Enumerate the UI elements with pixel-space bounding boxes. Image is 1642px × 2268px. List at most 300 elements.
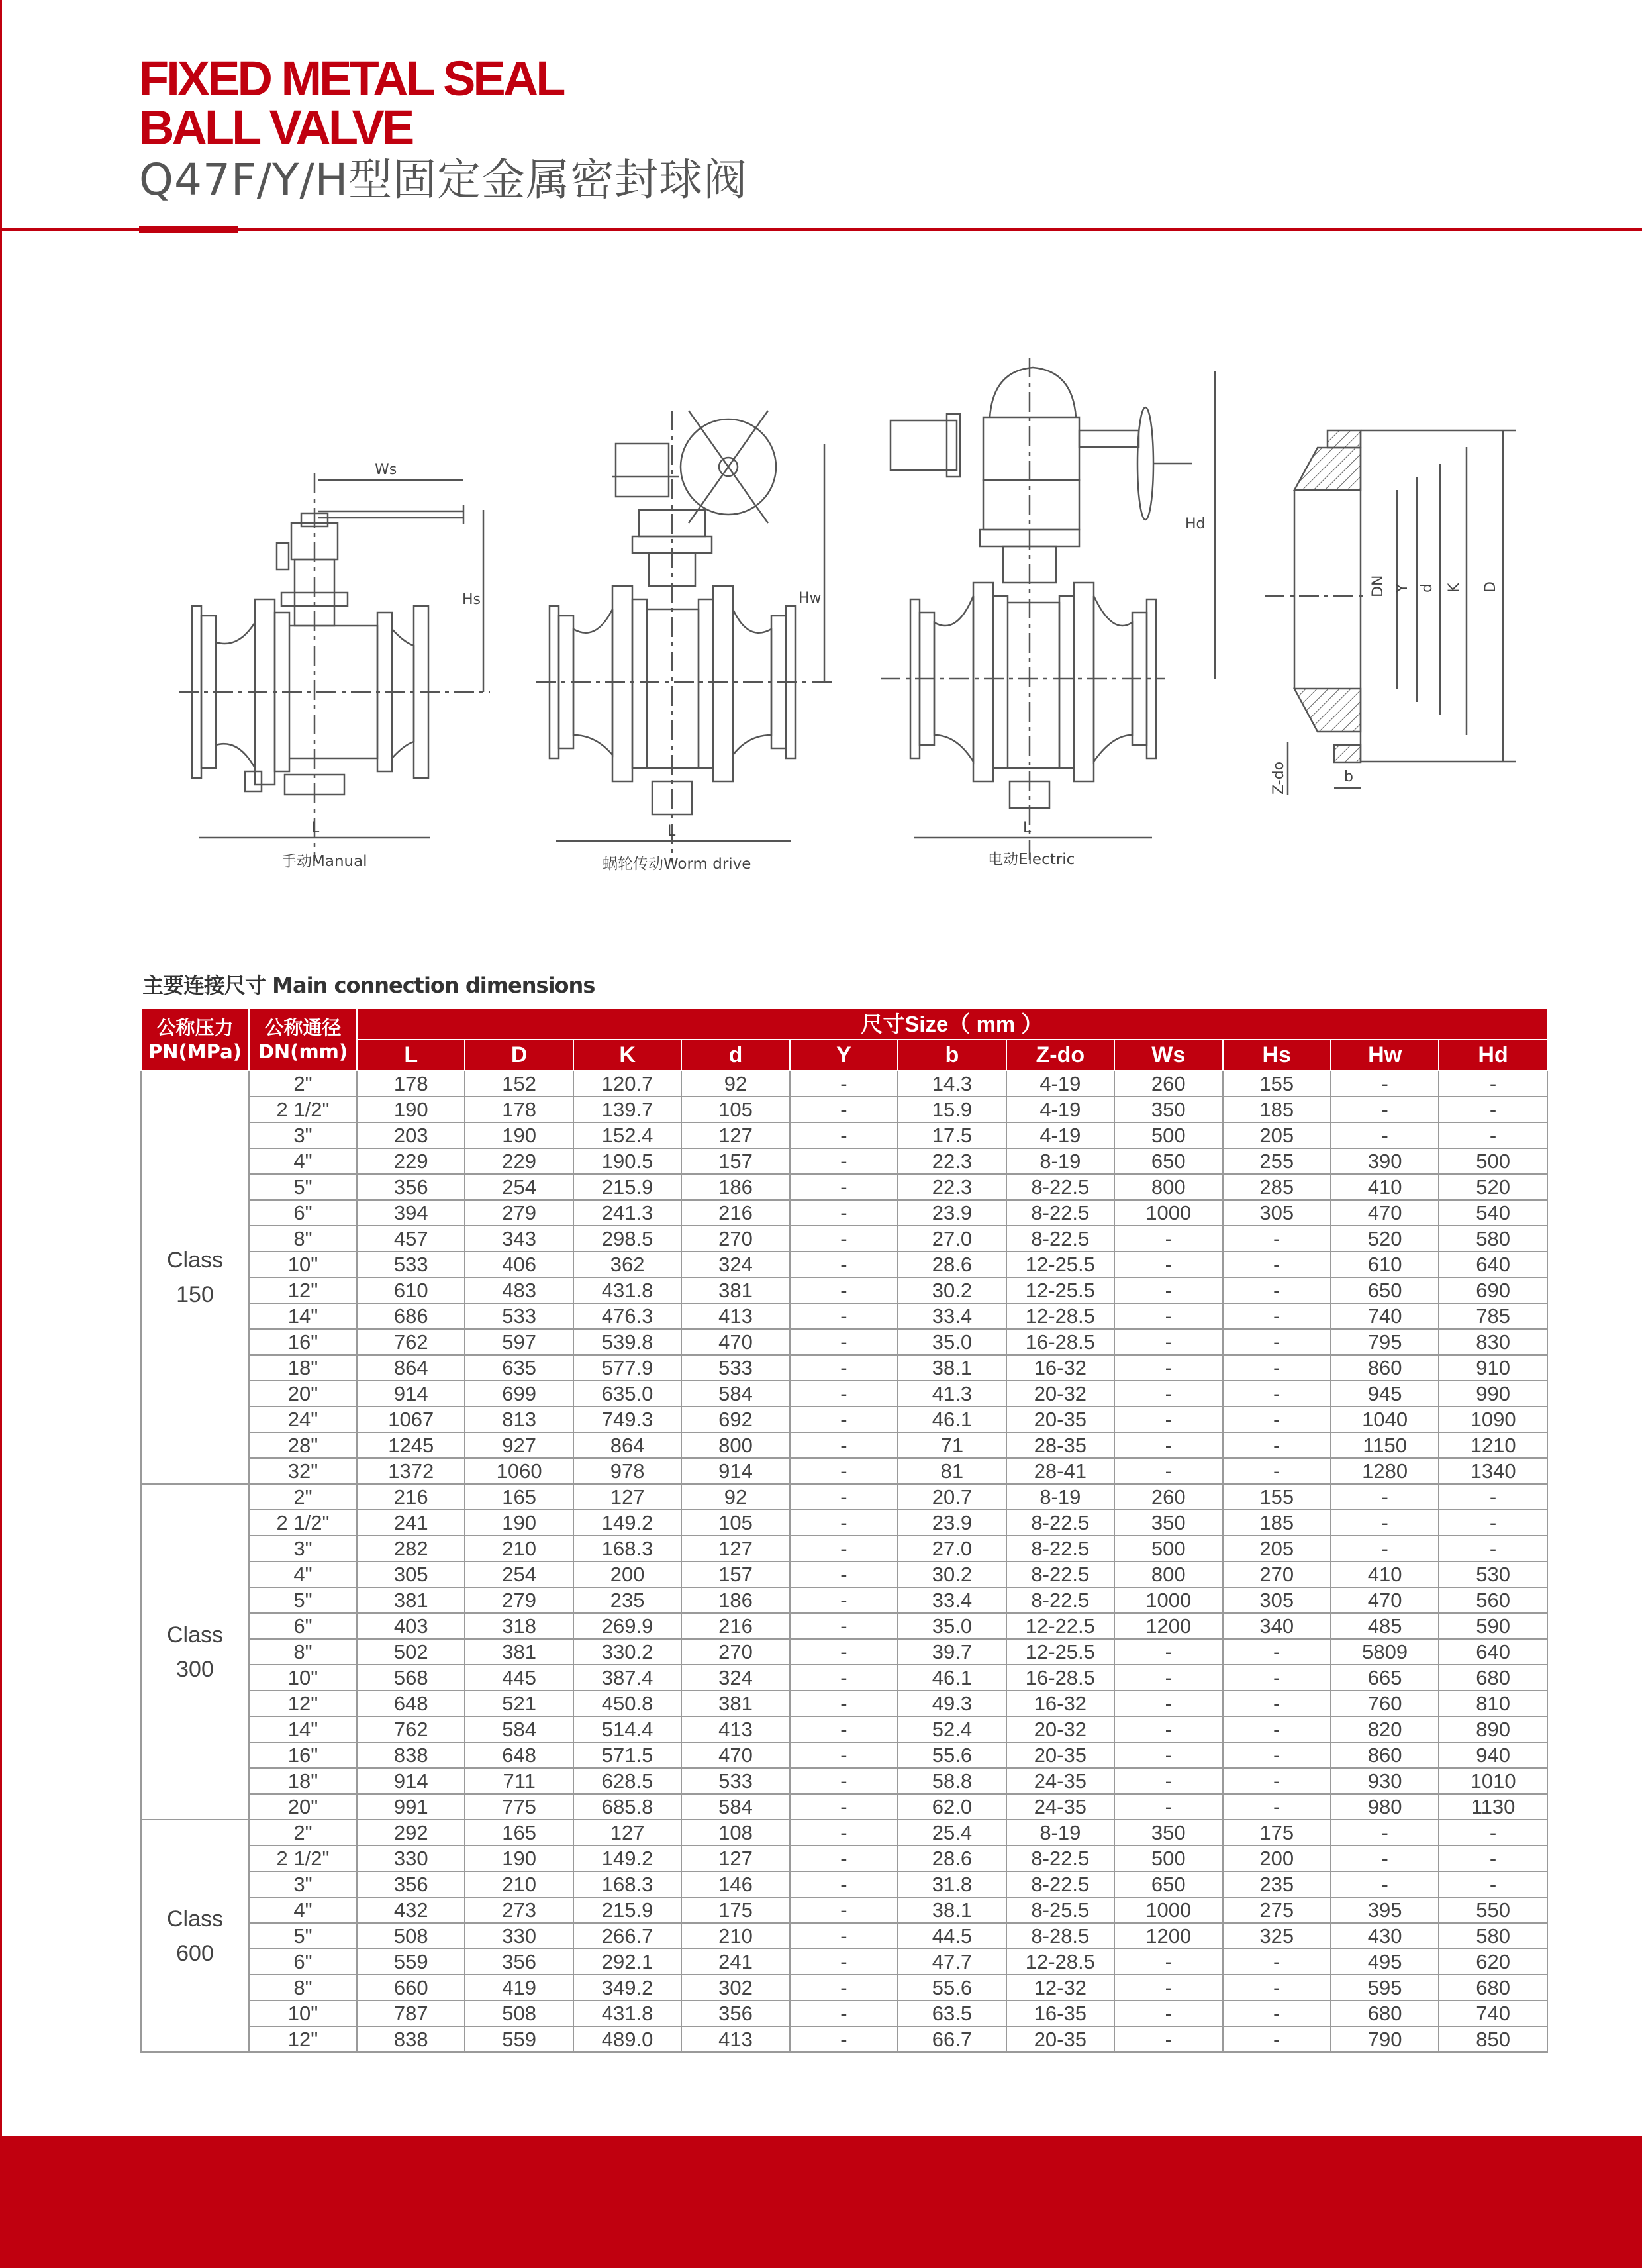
value-cell: 1040: [1331, 1406, 1439, 1432]
value-cell: -: [1439, 1484, 1547, 1510]
value-cell: 255: [1223, 1148, 1331, 1174]
table-row: [141, 1716, 1547, 1742]
table-row: [141, 1406, 1547, 1432]
value-cell: -: [1114, 1665, 1222, 1691]
value-cell: 590: [1439, 1613, 1547, 1639]
value-cell: 991: [357, 1794, 465, 1820]
value-cell: -: [790, 1071, 898, 1097]
value-cell: 390: [1331, 1148, 1439, 1174]
value-cell: 470: [681, 1329, 789, 1355]
table-row: [141, 2026, 1547, 2052]
value-cell: 324: [681, 1665, 789, 1691]
value-cell: 356: [465, 1949, 573, 1975]
value-cell: 680: [1439, 1975, 1547, 2000]
value-cell: 185: [1223, 1097, 1331, 1122]
table-row: [141, 1613, 1547, 1639]
value-cell: 577.9: [573, 1355, 681, 1381]
value-cell: 410: [1331, 1174, 1439, 1200]
dn-cell: 2": [249, 1820, 357, 1846]
header-divider-accent: [139, 226, 238, 233]
pressure-class-cell: Class 150: [141, 1071, 249, 1484]
table-row: [141, 1794, 1547, 1820]
value-cell: 108: [681, 1820, 789, 1846]
value-cell: 58.8: [898, 1768, 1006, 1794]
value-cell: 92: [681, 1484, 789, 1510]
value-cell: 550: [1439, 1897, 1547, 1923]
value-cell: 28.6: [898, 1252, 1006, 1277]
value-cell: 216: [681, 1613, 789, 1639]
value-cell: 203: [357, 1122, 465, 1148]
value-cell: -: [1223, 1303, 1331, 1329]
value-cell: 305: [1223, 1200, 1331, 1226]
electric-valve-drawing: [881, 358, 1192, 861]
dn-cell: 10": [249, 2000, 357, 2026]
value-cell: 584: [681, 1381, 789, 1406]
value-cell: 800: [1114, 1561, 1222, 1587]
table-row: [141, 1355, 1547, 1381]
column-header: d: [681, 1040, 789, 1071]
value-cell: 292: [357, 1820, 465, 1846]
value-cell: 330: [357, 1846, 465, 1871]
value-cell: -: [1223, 1252, 1331, 1277]
dim-d-large-label: D: [1482, 581, 1499, 593]
value-cell: 350: [1114, 1097, 1222, 1122]
value-cell: -: [790, 1923, 898, 1949]
value-cell: 52.4: [898, 1716, 1006, 1742]
value-cell: 685.8: [573, 1794, 681, 1820]
value-cell: 17.5: [898, 1122, 1006, 1148]
value-cell: -: [790, 1691, 898, 1716]
value-cell: 190: [465, 1846, 573, 1871]
dn-cell: 2 1/2": [249, 1097, 357, 1122]
value-cell: 571.5: [573, 1742, 681, 1768]
dn-cell: 6": [249, 1200, 357, 1226]
value-cell: -: [790, 1561, 898, 1587]
value-cell: 23.9: [898, 1200, 1006, 1226]
value-cell: 4-19: [1006, 1097, 1114, 1122]
value-cell: 190: [465, 1510, 573, 1536]
value-cell: 210: [465, 1871, 573, 1897]
value-cell: 1280: [1331, 1458, 1439, 1484]
value-cell: 149.2: [573, 1510, 681, 1536]
column-header: L: [357, 1040, 465, 1071]
value-cell: -: [1114, 1639, 1222, 1665]
value-cell: 620: [1439, 1949, 1547, 1975]
value-cell: 500: [1114, 1846, 1222, 1871]
value-cell: 711: [465, 1768, 573, 1794]
value-cell: 568: [357, 1665, 465, 1691]
table-row: [141, 1897, 1547, 1923]
value-cell: 927: [465, 1432, 573, 1458]
value-cell: 660: [357, 1975, 465, 2000]
value-cell: -: [790, 1949, 898, 1975]
value-cell: 12-32: [1006, 1975, 1114, 2000]
value-cell: -: [1114, 1458, 1222, 1484]
value-cell: 340: [1223, 1613, 1331, 1639]
caption-worm-drive: 蜗轮传动Worm drive: [603, 856, 751, 873]
value-cell: 260: [1114, 1484, 1222, 1510]
table-row: [141, 1820, 1547, 1846]
value-cell: -: [790, 1122, 898, 1148]
value-cell: 483: [465, 1277, 573, 1303]
dim-dn-label: DN: [1370, 575, 1386, 597]
value-cell: 431.8: [573, 1277, 681, 1303]
value-cell: 648: [357, 1691, 465, 1716]
table-row: [141, 1639, 1547, 1665]
value-cell: -: [1223, 1355, 1331, 1381]
value-cell: 860: [1331, 1355, 1439, 1381]
value-cell: 175: [1223, 1820, 1331, 1846]
value-cell: 25.4: [898, 1820, 1006, 1846]
dim-ws-label: Ws: [375, 462, 397, 478]
value-cell: 16-35: [1006, 2000, 1114, 2026]
value-cell: -: [1331, 1122, 1439, 1148]
dn-cell: 8": [249, 1639, 357, 1665]
value-cell: 413: [681, 2026, 789, 2052]
value-cell: 381: [681, 1277, 789, 1303]
value-cell: 24-35: [1006, 1768, 1114, 1794]
value-cell: 8-22.5: [1006, 1174, 1114, 1200]
value-cell: 22.3: [898, 1148, 1006, 1174]
value-cell: -: [1439, 1846, 1547, 1871]
value-cell: 1067: [357, 1406, 465, 1432]
value-cell: 597: [465, 1329, 573, 1355]
dn-cell: 12": [249, 2026, 357, 2052]
value-cell: -: [1223, 1665, 1331, 1691]
value-cell: -: [1223, 1794, 1331, 1820]
value-cell: 305: [1223, 1587, 1331, 1613]
value-cell: -: [1439, 1536, 1547, 1561]
value-cell: 560: [1439, 1587, 1547, 1613]
dn-cell: 8": [249, 1975, 357, 2000]
value-cell: 22.3: [898, 1174, 1006, 1200]
value-cell: 325: [1223, 1923, 1331, 1949]
value-cell: 16-32: [1006, 1355, 1114, 1381]
value-cell: 749.3: [573, 1406, 681, 1432]
dn-cell: 18": [249, 1355, 357, 1381]
dn-cell: 8": [249, 1226, 357, 1252]
value-cell: 350: [1114, 1510, 1222, 1536]
value-cell: 820: [1331, 1716, 1439, 1742]
table-row: [141, 1174, 1547, 1200]
value-cell: 28.6: [898, 1846, 1006, 1871]
table-row: [141, 1949, 1547, 1975]
value-cell: 1200: [1114, 1613, 1222, 1639]
value-cell: 680: [1439, 1665, 1547, 1691]
value-cell: 533: [357, 1252, 465, 1277]
dn-cell: 2": [249, 1071, 357, 1097]
value-cell: 168.3: [573, 1871, 681, 1897]
value-cell: -: [790, 1406, 898, 1432]
value-cell: 864: [573, 1432, 681, 1458]
value-cell: 178: [357, 1071, 465, 1097]
value-cell: 1130: [1439, 1794, 1547, 1820]
value-cell: -: [1223, 1329, 1331, 1355]
value-cell: 23.9: [898, 1510, 1006, 1536]
value-cell: 30.2: [898, 1561, 1006, 1587]
value-cell: 275: [1223, 1897, 1331, 1923]
value-cell: 27.0: [898, 1226, 1006, 1252]
value-cell: 381: [681, 1691, 789, 1716]
value-cell: 324: [681, 1252, 789, 1277]
value-cell: -: [1223, 1226, 1331, 1252]
dn-cell: 5": [249, 1923, 357, 1949]
value-cell: 127: [573, 1484, 681, 1510]
value-cell: 292.1: [573, 1949, 681, 1975]
value-cell: 55.6: [898, 1742, 1006, 1768]
value-cell: 270: [1223, 1561, 1331, 1587]
value-cell: 665: [1331, 1665, 1439, 1691]
value-cell: -: [1114, 1277, 1222, 1303]
value-cell: -: [790, 1639, 898, 1665]
value-cell: 343: [465, 1226, 573, 1252]
value-cell: 235: [573, 1587, 681, 1613]
dn-cell: 3": [249, 1122, 357, 1148]
value-cell: -: [1223, 2026, 1331, 2052]
value-cell: -: [1439, 1871, 1547, 1897]
value-cell: 165: [465, 1820, 573, 1846]
value-cell: 120.7: [573, 1071, 681, 1097]
column-header: D: [465, 1040, 573, 1071]
value-cell: -: [1114, 1355, 1222, 1381]
value-cell: -: [790, 1226, 898, 1252]
table-row: [141, 1148, 1547, 1174]
value-cell: 205: [1223, 1122, 1331, 1148]
value-cell: 266.7: [573, 1923, 681, 1949]
value-cell: 200: [573, 1561, 681, 1587]
value-cell: 28-35: [1006, 1432, 1114, 1458]
value-cell: -: [1331, 1871, 1439, 1897]
value-cell: -: [790, 1794, 898, 1820]
dn-cell: 4": [249, 1148, 357, 1174]
value-cell: 890: [1439, 1716, 1547, 1742]
title-line-2: BALL VALVE: [139, 100, 412, 155]
header-dn: 公称通径 DN(mm): [249, 1009, 357, 1071]
value-cell: 149.2: [573, 1846, 681, 1871]
value-cell: -: [1223, 1716, 1331, 1742]
table-row: [141, 1742, 1547, 1768]
value-cell: 41.3: [898, 1381, 1006, 1406]
value-cell: -: [790, 1613, 898, 1639]
value-cell: 1000: [1114, 1897, 1222, 1923]
dn-cell: 16": [249, 1742, 357, 1768]
value-cell: 178: [465, 1097, 573, 1122]
value-cell: 20.7: [898, 1484, 1006, 1510]
dn-cell: 2 1/2": [249, 1846, 357, 1871]
value-cell: 12-25.5: [1006, 1639, 1114, 1665]
table-row: [141, 1071, 1547, 1097]
value-cell: -: [1223, 1381, 1331, 1406]
value-cell: 20-35: [1006, 1406, 1114, 1432]
value-cell: 20-32: [1006, 1381, 1114, 1406]
table-row: [141, 1536, 1547, 1561]
value-cell: 305: [357, 1561, 465, 1587]
value-cell: -: [1114, 1432, 1222, 1458]
dn-cell: 12": [249, 1691, 357, 1716]
column-header: Hs: [1223, 1040, 1331, 1071]
value-cell: 215.9: [573, 1897, 681, 1923]
value-cell: 210: [465, 1536, 573, 1561]
value-cell: 330: [465, 1923, 573, 1949]
value-cell: 470: [1331, 1200, 1439, 1226]
value-cell: 640: [1439, 1639, 1547, 1665]
value-cell: -: [790, 1484, 898, 1510]
value-cell: 127: [573, 1820, 681, 1846]
value-cell: 186: [681, 1587, 789, 1613]
value-cell: 520: [1439, 1174, 1547, 1200]
value-cell: 63.5: [898, 2000, 1006, 2026]
value-cell: 760: [1331, 1691, 1439, 1716]
value-cell: 413: [681, 1716, 789, 1742]
table-row: [141, 1587, 1547, 1613]
value-cell: 285: [1223, 1174, 1331, 1200]
value-cell: 66.7: [898, 2026, 1006, 2052]
value-cell: 978: [573, 1458, 681, 1484]
value-cell: 740: [1331, 1303, 1439, 1329]
value-cell: -: [790, 1381, 898, 1406]
table-row: [141, 1691, 1547, 1716]
value-cell: 12-28.5: [1006, 1303, 1114, 1329]
value-cell: 1000: [1114, 1587, 1222, 1613]
dn-cell: 14": [249, 1716, 357, 1742]
product-title: [139, 51, 563, 155]
table-row: [141, 1122, 1547, 1148]
value-cell: 580: [1439, 1226, 1547, 1252]
dn-cell: 24": [249, 1406, 357, 1432]
value-cell: 31.8: [898, 1871, 1006, 1897]
value-cell: 356: [357, 1174, 465, 1200]
value-cell: -: [790, 1846, 898, 1871]
value-cell: 8-22.5: [1006, 1200, 1114, 1226]
dim-k-label: K: [1446, 583, 1463, 593]
value-cell: 16-28.5: [1006, 1665, 1114, 1691]
value-cell: 692: [681, 1406, 789, 1432]
table-row: [141, 1200, 1547, 1226]
value-cell: 860: [1331, 1742, 1439, 1768]
value-cell: 533: [681, 1768, 789, 1794]
value-cell: 260: [1114, 1071, 1222, 1097]
value-cell: 520: [1331, 1226, 1439, 1252]
value-cell: 940: [1439, 1742, 1547, 1768]
value-cell: 795: [1331, 1329, 1439, 1355]
table-row: [141, 1923, 1547, 1949]
dim-hw-label: Hw: [798, 590, 822, 607]
value-cell: 105: [681, 1097, 789, 1122]
value-cell: 476.3: [573, 1303, 681, 1329]
value-cell: 152: [465, 1071, 573, 1097]
value-cell: -: [790, 1897, 898, 1923]
dn-cell: 10": [249, 1665, 357, 1691]
dn-cell: 4": [249, 1561, 357, 1587]
value-cell: 8-22.5: [1006, 1846, 1114, 1871]
value-cell: -: [1331, 1510, 1439, 1536]
value-cell: 640: [1439, 1252, 1547, 1277]
value-cell: -: [1114, 1794, 1222, 1820]
value-cell: 650: [1331, 1277, 1439, 1303]
value-cell: 1060: [465, 1458, 573, 1484]
value-cell: 1200: [1114, 1923, 1222, 1949]
value-cell: 680: [1331, 2000, 1439, 2026]
column-header: b: [898, 1040, 1006, 1071]
value-cell: -: [1114, 1975, 1222, 2000]
value-cell: 775: [465, 1794, 573, 1820]
value-cell: 381: [357, 1587, 465, 1613]
value-cell: 559: [465, 2026, 573, 2052]
value-cell: -: [1331, 1484, 1439, 1510]
column-header: Y: [790, 1040, 898, 1071]
value-cell: 930: [1331, 1768, 1439, 1794]
value-cell: 12-25.5: [1006, 1277, 1114, 1303]
value-cell: -: [1114, 1329, 1222, 1355]
value-cell: 190.5: [573, 1148, 681, 1174]
value-cell: -: [790, 1768, 898, 1794]
value-cell: 430: [1331, 1923, 1439, 1949]
value-cell: 635: [465, 1355, 573, 1381]
dim-zdo-label: Z-do: [1271, 761, 1287, 795]
value-cell: 127: [681, 1846, 789, 1871]
value-cell: -: [790, 1252, 898, 1277]
table-row: [141, 1381, 1547, 1406]
dn-cell: 10": [249, 1252, 357, 1277]
value-cell: 1340: [1439, 1458, 1547, 1484]
value-cell: 1150: [1331, 1432, 1439, 1458]
value-cell: 4-19: [1006, 1071, 1114, 1097]
value-cell: -: [790, 1536, 898, 1561]
value-cell: 8-19: [1006, 1148, 1114, 1174]
value-cell: 450.8: [573, 1691, 681, 1716]
flange-detail-drawing: [1265, 430, 1516, 762]
value-cell: 210: [681, 1923, 789, 1949]
value-cell: 12-28.5: [1006, 1949, 1114, 1975]
value-cell: -: [1223, 1277, 1331, 1303]
table-row: [141, 1510, 1547, 1536]
left-frame-line: [0, 0, 2, 2136]
table-row: [141, 1484, 1547, 1510]
value-cell: -: [1439, 1122, 1547, 1148]
value-cell: 302: [681, 1975, 789, 2000]
value-cell: -: [790, 1303, 898, 1329]
dn-cell: 14": [249, 1303, 357, 1329]
value-cell: 431.8: [573, 2000, 681, 2026]
value-cell: 1010: [1439, 1768, 1547, 1794]
dn-cell: 5": [249, 1174, 357, 1200]
value-cell: 686: [357, 1303, 465, 1329]
value-cell: 457: [357, 1226, 465, 1252]
column-header: Hw: [1331, 1040, 1439, 1071]
value-cell: 235: [1223, 1871, 1331, 1897]
value-cell: 8-22.5: [1006, 1587, 1114, 1613]
value-cell: -: [1114, 1381, 1222, 1406]
value-cell: 44.5: [898, 1923, 1006, 1949]
value-cell: 279: [465, 1587, 573, 1613]
value-cell: 39.7: [898, 1639, 1006, 1665]
value-cell: -: [790, 1665, 898, 1691]
dn-cell: 2 1/2": [249, 1510, 357, 1536]
value-cell: 650: [1114, 1871, 1222, 1897]
value-cell: 500: [1114, 1536, 1222, 1561]
value-cell: 381: [465, 1639, 573, 1665]
value-cell: 470: [681, 1742, 789, 1768]
title-line-1: FIXED METAL SEAL: [139, 51, 563, 106]
value-cell: 12-22.5: [1006, 1613, 1114, 1639]
value-cell: 610: [357, 1277, 465, 1303]
value-cell: 229: [357, 1148, 465, 1174]
value-cell: -: [1114, 1716, 1222, 1742]
table-row: [141, 2000, 1547, 2026]
value-cell: -: [1114, 1226, 1222, 1252]
value-cell: -: [790, 1871, 898, 1897]
value-cell: 127: [681, 1536, 789, 1561]
